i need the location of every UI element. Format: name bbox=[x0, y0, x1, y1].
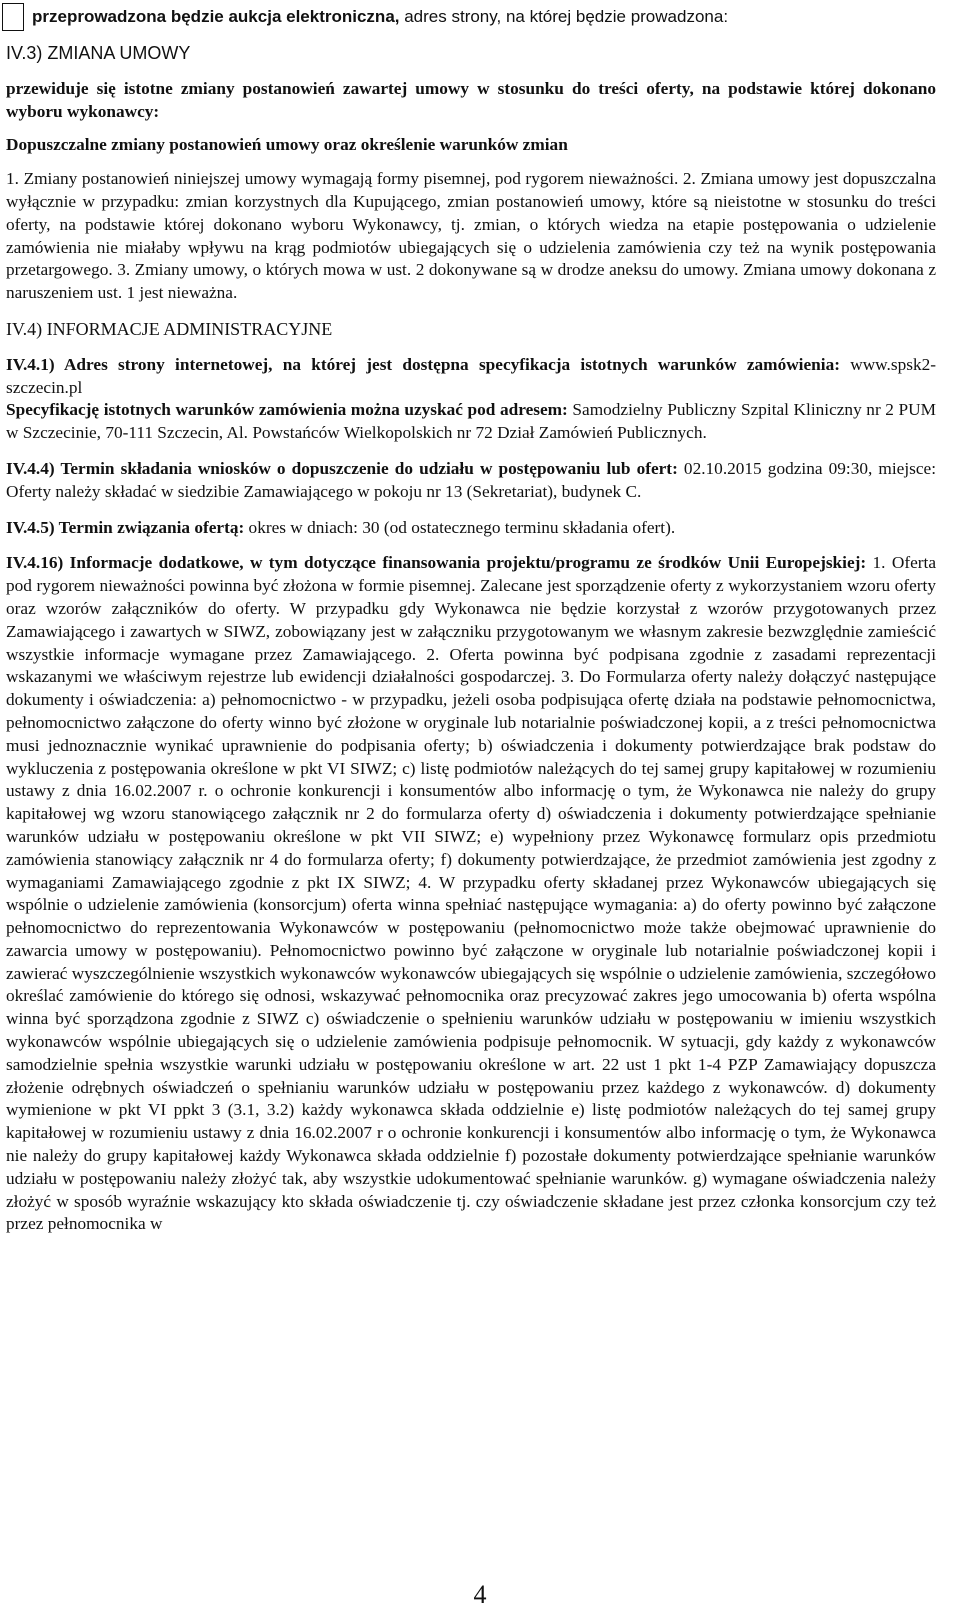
siwz-address-value: Samodzielny Publiczny Szpital Kliniczny nr 2 PUM w Szczecinie, 70-111 Szczecin, Al. Powstańców Wielkopolskich nr 72 Dział Zamówień Publicznych. bbox=[6, 400, 936, 443]
iv-4-5-value: okres w dniach: 30 (od ostatecznego terminu składania ofert). bbox=[244, 517, 676, 537]
iv-4-4-value: 02.10.2015 godzina 09:30, miejsce: Oferty należy składać w siedzibie Zamawiającego w pokoju nr 13 (Sekretariat), budynek C. bbox=[6, 458, 936, 501]
auction-label-rest: adres strony, na której będzie prowadzona: bbox=[399, 7, 729, 26]
zmiana-umowy-question: przewiduje się istotne zmiany postanowień zawartej umowy w stosunku do treści oferty, na podstawie której dokonano wyboru wykonawcy: bbox=[6, 78, 936, 121]
section-iv-4-16 bbox=[6, 552, 936, 1236]
auction-checkbox[interactable] bbox=[2, 3, 24, 31]
auction-checkbox-row bbox=[0, 0, 960, 34]
iv-4-1-value: www.spsk2-szczecin.pl bbox=[6, 354, 936, 397]
zmiana-umowy-body: 1. Zmiany postanowień niniejszej umowy wymagają formy pisemnej, pod rygorem nieważności. 2. Zmiana umowy jest dopuszczalna wyłącznie w przypadku: zmian korzystnych dla Kupującego, zmian postanowień umowy, które są nieistotne w stosunku do treści oferty, na podstawie której dokonano wyboru Wykonawcy, tj. zmian, o których wiedza na etapie postępowania o udzielenie zamówienia nie miałaby wpływu na krąg podmiotów ubiegających się o udzielenia zamówienia czy też na wynik postępowania przetargowego. 3. Zmiany umowy, o których mowa w ust. 2 dokonywane są w drodze aneksu do umowy. Zmiana umowy dokonana z naruszeniem ust. 1 jest nieważna. bbox=[6, 169, 936, 303]
siwz-address-label: Specyfikację istotnych warunków zamówienia można uzyskać pod adresem: bbox=[6, 400, 568, 420]
section-iv-4-5 bbox=[6, 517, 936, 540]
auction-checkbox-label bbox=[32, 7, 728, 27]
section-informacje-heading: IV.4) INFORMACJE ADMINISTRACYJNE bbox=[6, 318, 333, 339]
auction-label-bold: przeprowadzona będzie aukcja elektroniczna, bbox=[32, 7, 400, 26]
iv-4-16-label: IV.4.16) Informacje dodatkowe, w tym dotyczące finansowania projektu/programu ze środków Unii Europejskiej: bbox=[6, 553, 867, 573]
iv-4-5-label: IV.4.5) Termin związania ofertą: bbox=[6, 517, 245, 537]
zmiana-umowy-subheading: Dopuszczalne zmiany postanowień umowy oraz określenie warunków zmian bbox=[6, 135, 568, 155]
iv-4-1-label: IV.4.1) Adres strony internetowej, na której jest dostępna specyfikacja istotnych warunków zamówienia: bbox=[6, 354, 840, 374]
section-iv-4-1 bbox=[6, 354, 936, 400]
page-number: 4 bbox=[473, 1580, 487, 1609]
section-siwz-address bbox=[6, 399, 936, 445]
document-content bbox=[6, 42, 936, 1236]
iv-4-4-label: IV.4.4) Termin składania wniosków o dopuszczenie do udziału w postępowaniu lub ofert: bbox=[6, 458, 678, 478]
iv-4-16-value: 1. Oferta pod rygorem nieważności powinna być złożona w formie pisemnej. Zalecane jest sporządzenie oferty z wykorzystaniem wzoru oferty oraz wzorów załączników do oferty. W przypadku gdy Wykonawca nie będzie korzystał z wzorów przygotowanych przez Zamawiającego i zawartych w SIWZ, zobowiązany jest w załączniku przygotowanym we własnym zakresie bezwzględnie zamieścić wszystkie informacje wymagane przez Zamawiającego. 2. Oferta powinna być podpisana zgodnie z zasadami reprezentacji wskazanymi we właściwym rejestrze lub ewidencji działalności gospodarczej. 3. Do Formularza oferty należy dołączyć następujące dokumenty i oświadczenia: a) pełnomocnictwo - w przypadku, jeżeli osoba podpisująca ofertę działa na podstawie pełnomocnictwa, pełnomocnictwo załączone do oferty winno być złożone w oryginale lub notarialnie poświadczonej kopii, a z treści pełnomocnictwa musi jednoznacznie wynikać uprawnienie do podpisania oferty; b) oświadczenia i dokumenty potwierdzające brak podstaw do wykluczenia z postępowania określone w pkt VI SIWZ; c) listę podmiotów należących do tej samej grupy kapitałowej w rozumieniu ustawy z dnia 16.02.2007 r. o ochronie konkurencji i konsumentów albo informację o tym, że Wykonawca nie należy do grupy kapitałowej wg wzoru stanowiącego załącznik nr 2 do formularza oferty d) oświadczenia i dokumenty potwierdzające spełnianie warunków udziału w postępowaniu określone w pkt VII SIWZ; e) wypełniony przez Wykonawcę formularz opis przedmiotu zamówienia stanowiący załącznik nr 4 do formularza oferty; f) dokumenty potwierdzające, że przedmiot zamówienia jest zgodny z wymaganiami Zamawiającego zgodnie z pkt IX SIWZ; 4. W przypadku oferty składanej przez Wykonawców ubiegających się wspólnie o udzielenie zamówienia (konsorcjum) oferta winna spełniać następujące wymagania: a) do oferty powinno być załączone pełnomocnictwo do reprezentowania Wykonawców w postępowaniu (pełnomocnictwo może także obejmować uprawnienie do zawarcia umowy w postępowaniu). Pełnomocnictwo powinno być załączone w oryginale lub notarialnie poświadczonej kopii i zawierać wyszczególnienie wszystkich wykonawców wykonawców ubiegających się wspólnie o udzielenie zamówienia, szczegółowo określać zamówienie do którego się odnosi, wskazywać pełnomocnika oraz precyzować zakres jego umocowania b) oferta wspólna winna być sporządzona zgodnie z SIWZ c) oświadczenie o spełnieniu warunków udziału w postępowaniu w imieniu wszystkich wykonawców wspólnie ubiegających się o udzielenie zamówienia podpisuje pełnomocnik. W sytuacji, gdy każdy z wykonawców samodzielnie spełnia wszystkie warunki udziału w postępowaniu określone w art. 22 ust 1 pkt 1-4 PZP Zamawiający dopuszcza złożenie odrębnych oświadczeń o spełnianiu warunków udziału w postępowaniu przez każdego z wykonawców. d) dokumenty wymienione w pkt VI ppkt 3 (3.1, 3.2) każdy wykonawca składa oddzielnie e) listę podmiotów należących do tej samej grupy kapitałowej w rozumieniu ustawy z dnia 16.02.2007 r o ochronie konkurencji i konsumentów albo informację o tym, że Wykonawca nie należy do grupy kapitałowej każdy Wykonawca składa oddzielnie f) pozostałe dokumenty potwierdzające spełnianie warunków udziału w postępowaniu należy złożyć tak, aby wszystkie udokumentować spełnianie warunków. g) wymagane oświadczenia należy złożyć w sposób wyraźnie wskazujący kto składa oświadczenie tj. czy oświadczenie składane jest przez członka konsorcjum czy też przez pełnomocnika w bbox=[6, 553, 937, 1234]
section-zmiana-umowy-heading: IV.3) ZMIANA UMOWY bbox=[6, 43, 191, 63]
section-iv-4-4 bbox=[6, 458, 936, 504]
